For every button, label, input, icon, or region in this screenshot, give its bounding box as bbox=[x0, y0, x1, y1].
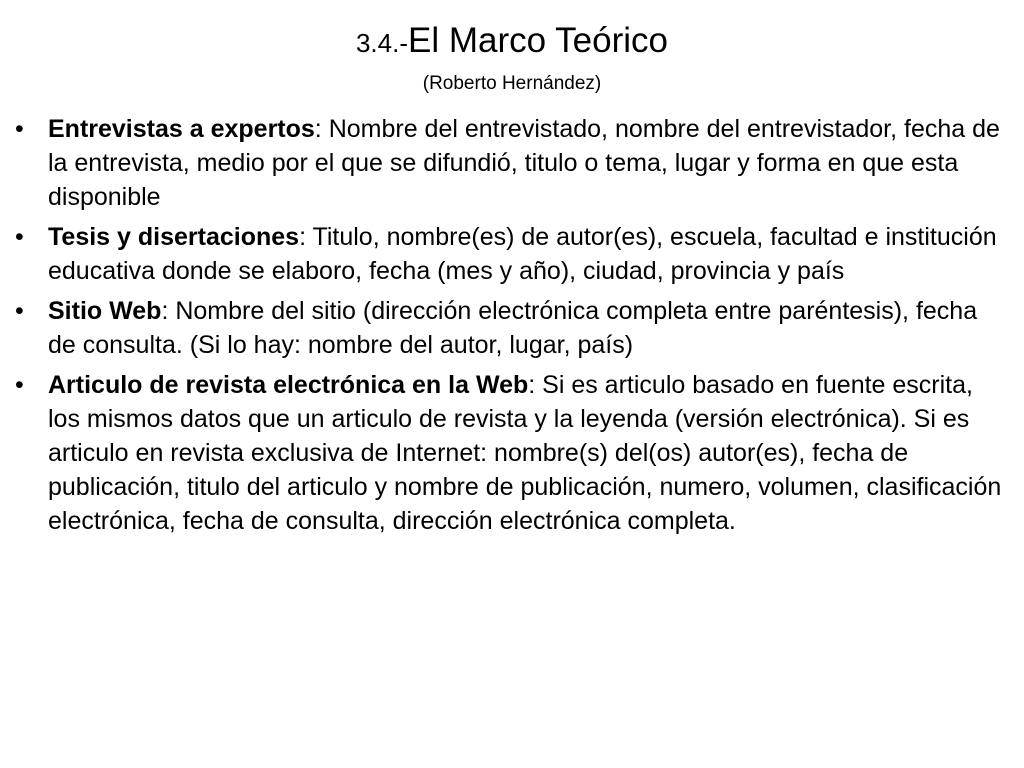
bullet-term: Entrevistas a expertos bbox=[48, 115, 315, 143]
bullet-text: : Nombre del sitio (dirección electrónica completa entre paréntesis), fecha de consulta. (Si lo hay: nombre del autor, lugar, país) bbox=[48, 297, 978, 359]
page-subtitle: (Roberto Hernández) bbox=[422, 73, 602, 94]
bullet-text: : Si es articulo basado en fuente escrita, los mismos datos que un articulo de revista y la leyenda (versión electrónica). Si es articulo en revista exclusiva de Internet: nombre(s) del(os) autor(es), fecha de publicación, titulo del articulo y nombre de publicación, numero, volumen, clasificación electrónica, fecha de consulta, dirección electrónica completa. bbox=[48, 371, 1002, 535]
bullet-icon: • bbox=[15, 371, 24, 399]
bullet-term: Articulo de revista electrónica en la Web bbox=[48, 371, 529, 399]
bullet-item-entrevistas bbox=[0, 112, 1024, 214]
bullet-text: : Titulo, nombre(es) de autor(es), escuela, facultad e institución educativa donde se elaboro, fecha (mes y año), ciudad, provincia y país bbox=[48, 223, 997, 285]
bullet-item-sitio-web bbox=[0, 294, 1024, 362]
bullet-icon: • bbox=[15, 115, 24, 143]
bullet-icon: • bbox=[15, 297, 24, 325]
bullet-term: Sitio Web bbox=[48, 297, 162, 325]
title-text: El Marco Teórico bbox=[408, 21, 669, 60]
bullet-list bbox=[0, 112, 1024, 544]
bullet-text: : Nombre del entrevistado, nombre del entrevistador, fecha de la entrevista, medio por el que se difundió, titulo o tema, lugar y forma en que esta disponible bbox=[48, 115, 1000, 211]
page-title bbox=[0, 18, 1024, 71]
bullet-term: Tesis y disertaciones bbox=[48, 223, 300, 251]
title-block bbox=[0, 18, 1024, 97]
title-section-number: 3.4.- bbox=[355, 28, 408, 58]
bullet-item-tesis bbox=[0, 220, 1024, 288]
bullet-item-articulo-web bbox=[0, 368, 1024, 538]
bullet-icon: • bbox=[15, 223, 24, 251]
